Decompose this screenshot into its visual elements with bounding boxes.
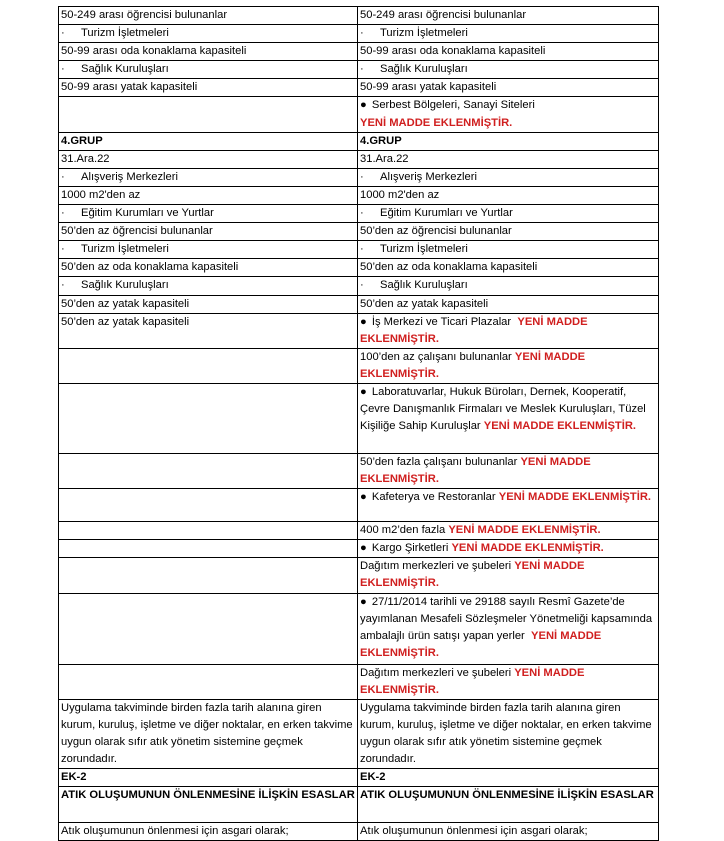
cell-text: Kargo Şirketleri (371, 542, 449, 555)
right-cell (358, 277, 659, 295)
cell-text: Turizm İşletmeleri (81, 27, 169, 40)
right-cell (358, 241, 659, 259)
cell-text: Kafeterya ve Restoranlar (371, 491, 496, 504)
table-row (59, 699, 659, 768)
dot-marker: · (61, 279, 65, 292)
cell-text: Alışveriş Merkezleri (81, 170, 178, 183)
left-cell (59, 168, 358, 186)
table-row (59, 823, 659, 841)
dot-marker: · (61, 63, 65, 76)
right-cell: 31.Ara.22 (358, 150, 659, 168)
right-cell (358, 205, 659, 223)
table-row (59, 97, 659, 132)
left-cell: 50-99 arası oda konaklama kapasiteli (59, 43, 358, 61)
dot-marker: · (61, 170, 65, 183)
cell-text: Laboratuvarlar, Hukuk Büroları, Dernek, Kooperatif, Çevre Danışmanlık Firmaları ve Meslek Kuruluşları, Tüzel Kişiliğe Sahip Kuruluşlar (360, 385, 646, 433)
table-row (59, 540, 659, 558)
table-row (59, 295, 659, 313)
right-cell (358, 348, 659, 383)
table-row (59, 489, 659, 522)
right-cell: 50’den az yatak kapasiteli (358, 295, 659, 313)
table-row (59, 205, 659, 223)
table-row (59, 277, 659, 295)
table-row (59, 664, 659, 699)
table-row (59, 132, 659, 150)
left-cell: 4.GRUP (59, 132, 358, 150)
left-cell: Uygulama takviminde birden fazla tarih alanına giren kurum, kuruluş, işletme ve diğer noktalar, en erken takvime uygun olarak sıfır atık yönetim sistemine geçmek zorundadır. (59, 699, 358, 768)
right-cell: 50’den az öğrencisi bulunanlar (358, 223, 659, 241)
right-cell: Uygulama takviminde birden fazla tarih alanına giren kurum, kuruluş, işletme ve diğer noktalar, en erken takvime uygun olarak sıfır atık yönetim sistemine geçmek zorundadır. (358, 699, 659, 768)
new-item-tag: YENİ MADDE EKLENMİŞTİR. (360, 315, 588, 345)
table-row (59, 259, 659, 277)
table-row (59, 61, 659, 79)
right-cell (358, 593, 659, 664)
right-cell: EK-2 (358, 769, 659, 787)
right-cell (358, 313, 659, 348)
right-cell (358, 61, 659, 79)
cell-text: Sağlık Kuruluşları (380, 63, 468, 76)
new-item-tag: YENİ MADDE EKLENMİŞTİR. (451, 542, 604, 555)
left-cell: 1000 m2'den az (59, 186, 358, 204)
cell-text: Turizm İşletmeleri (380, 27, 468, 40)
left-cell (59, 97, 358, 132)
right-cell: Atık oluşumunun önlenmesi için asgari olarak; (358, 823, 659, 841)
left-cell (59, 348, 358, 383)
left-cell (59, 277, 358, 295)
left-cell (59, 205, 358, 223)
right-cell: 50’den az oda konaklama kapasiteli (358, 259, 659, 277)
left-cell: Atık oluşumunun önlenmesi için asgari olarak; (59, 823, 358, 841)
right-cell: 4.GRUP (358, 132, 659, 150)
dot-marker: · (360, 27, 364, 40)
table-row (59, 787, 659, 823)
dot-marker: · (61, 27, 65, 40)
dot-marker: · (360, 63, 364, 76)
table-row (59, 522, 659, 540)
left-cell: 50-249 arası öğrencisi bulunanlar (59, 7, 358, 25)
right-cell: 1000 m2'den az (358, 186, 659, 204)
cell-text: Eğitim Kurumları ve Yurtlar (81, 207, 214, 220)
table-row (59, 383, 659, 453)
left-cell (59, 664, 358, 699)
left-cell: 31.Ara.22 (59, 150, 358, 168)
dot-marker: · (360, 279, 364, 292)
cell-text: Turizm İşletmeleri (380, 243, 468, 256)
new-item-tag: YENİ MADDE EKLENMİŞTİR. (360, 666, 585, 696)
left-cell: 50’den az oda konaklama kapasiteli (59, 259, 358, 277)
left-cell (59, 61, 358, 79)
bullet-marker: ● (360, 542, 367, 555)
table-row (59, 7, 659, 25)
new-item-tag: YENİ MADDE EKLENMİŞTİR. (360, 116, 513, 129)
right-cell: 50-249 arası öğrencisi bulunanlar (358, 7, 659, 25)
left-cell: 50-99 arası yatak kapasiteli (59, 79, 358, 97)
cell-text: Sağlık Kuruluşları (81, 279, 169, 292)
left-cell: 50’den az yatak kapasiteli (59, 313, 358, 348)
table-row (59, 25, 659, 43)
right-cell (358, 522, 659, 540)
cell-text: Sağlık Kuruluşları (81, 63, 169, 76)
table-row (59, 313, 659, 348)
cell-text: Turizm İşletmeleri (81, 243, 169, 256)
table-row (59, 593, 659, 664)
left-cell (59, 540, 358, 558)
table-row (59, 348, 659, 383)
left-cell: ATIK OLUŞUMUNUN ÖNLENMESİNE İLİŞKİN ESASLAR (59, 787, 358, 823)
left-cell (59, 25, 358, 43)
new-item-tag: YENİ MADDE EKLENMİŞTİR. (360, 560, 585, 590)
dot-marker: · (61, 243, 65, 256)
bullet-marker: ● (360, 595, 367, 608)
cell-text: Dağıtım merkezleri ve şubeleri (360, 666, 512, 679)
left-cell (59, 522, 358, 540)
cell-text: 400 m2’den fazla (360, 524, 446, 537)
right-cell (358, 25, 659, 43)
new-item-tag: YENİ MADDE EKLENMİŞTİR. (448, 524, 601, 537)
cell-text: 100’den az çalışanı bulunanlar (360, 350, 512, 363)
cell-text: Eğitim Kurumları ve Yurtlar (380, 207, 513, 220)
cell-text: Sağlık Kuruluşları (380, 279, 468, 292)
cell-text: Serbest Bölgeleri, Sanayi Siteleri (371, 99, 535, 112)
new-item-tag: YENİ MADDE EKLENMİŞTİR. (360, 455, 591, 486)
left-cell: EK-2 (59, 769, 358, 787)
right-cell (358, 540, 659, 558)
cell-text: 27/11/2014 tarihli ve 29188 sayılı Resmî Gazete’de yayımlanan Mesafeli Sözleşmeler Yönetmeliği kapsamında ambalajlı ürün satışı yapan yerler (360, 595, 653, 642)
left-cell: 50’den az yatak kapasiteli (59, 295, 358, 313)
table-row (59, 241, 659, 259)
table-row (59, 769, 659, 787)
comparison-table (58, 6, 659, 841)
bullet-marker: ● (360, 99, 367, 112)
dot-marker: · (360, 207, 364, 220)
table-row (59, 558, 659, 593)
table-row (59, 150, 659, 168)
cell-text: 50’den fazla çalışanı bulunanlar (360, 455, 518, 468)
right-cell (358, 453, 659, 488)
left-cell (59, 593, 358, 664)
left-cell (59, 558, 358, 593)
left-cell (59, 383, 358, 453)
table-row (59, 79, 659, 97)
table-row (59, 186, 659, 204)
right-cell: ATIK OLUŞUMUNUN ÖNLENMESİNE İLİŞKİN ESASLAR (358, 787, 659, 823)
right-cell: 50-99 arası oda konaklama kapasiteli (358, 43, 659, 61)
left-cell: 50’den az öğrencisi bulunanlar (59, 223, 358, 241)
right-cell (358, 168, 659, 186)
left-cell (59, 489, 358, 522)
new-item-tag: YENİ MADDE EKLENMİŞTİR. (483, 420, 637, 433)
bullet-marker: ● (360, 315, 367, 328)
right-cell (358, 383, 659, 453)
right-cell (358, 664, 659, 699)
left-cell (59, 241, 358, 259)
right-cell: 50-99 arası yatak kapasiteli (358, 79, 659, 97)
dot-marker: · (360, 243, 364, 256)
bullet-marker: ● (360, 385, 367, 398)
table-row (59, 453, 659, 488)
bullet-marker: ● (360, 491, 367, 504)
table-row (59, 223, 659, 241)
left-cell (59, 453, 358, 488)
cell-text: Dağıtım merkezleri ve şubeleri (360, 560, 512, 573)
dot-marker: · (61, 207, 65, 220)
new-item-tag: YENİ MADDE EKLENMİŞTİR. (360, 629, 602, 659)
table-row (59, 43, 659, 61)
right-cell (358, 489, 659, 522)
cell-text: İş Merkezi ve Ticari Plazalar (371, 315, 512, 328)
table-row (59, 168, 659, 186)
right-cell (358, 558, 659, 593)
dot-marker: · (360, 170, 364, 183)
new-item-tag: YENİ MADDE EKLENMİŞTİR. (498, 491, 652, 504)
cell-text: Alışveriş Merkezleri (380, 170, 477, 183)
new-item-tag: YENİ MADDE EKLENMİŞTİR. (360, 350, 586, 380)
right-cell (358, 97, 659, 132)
